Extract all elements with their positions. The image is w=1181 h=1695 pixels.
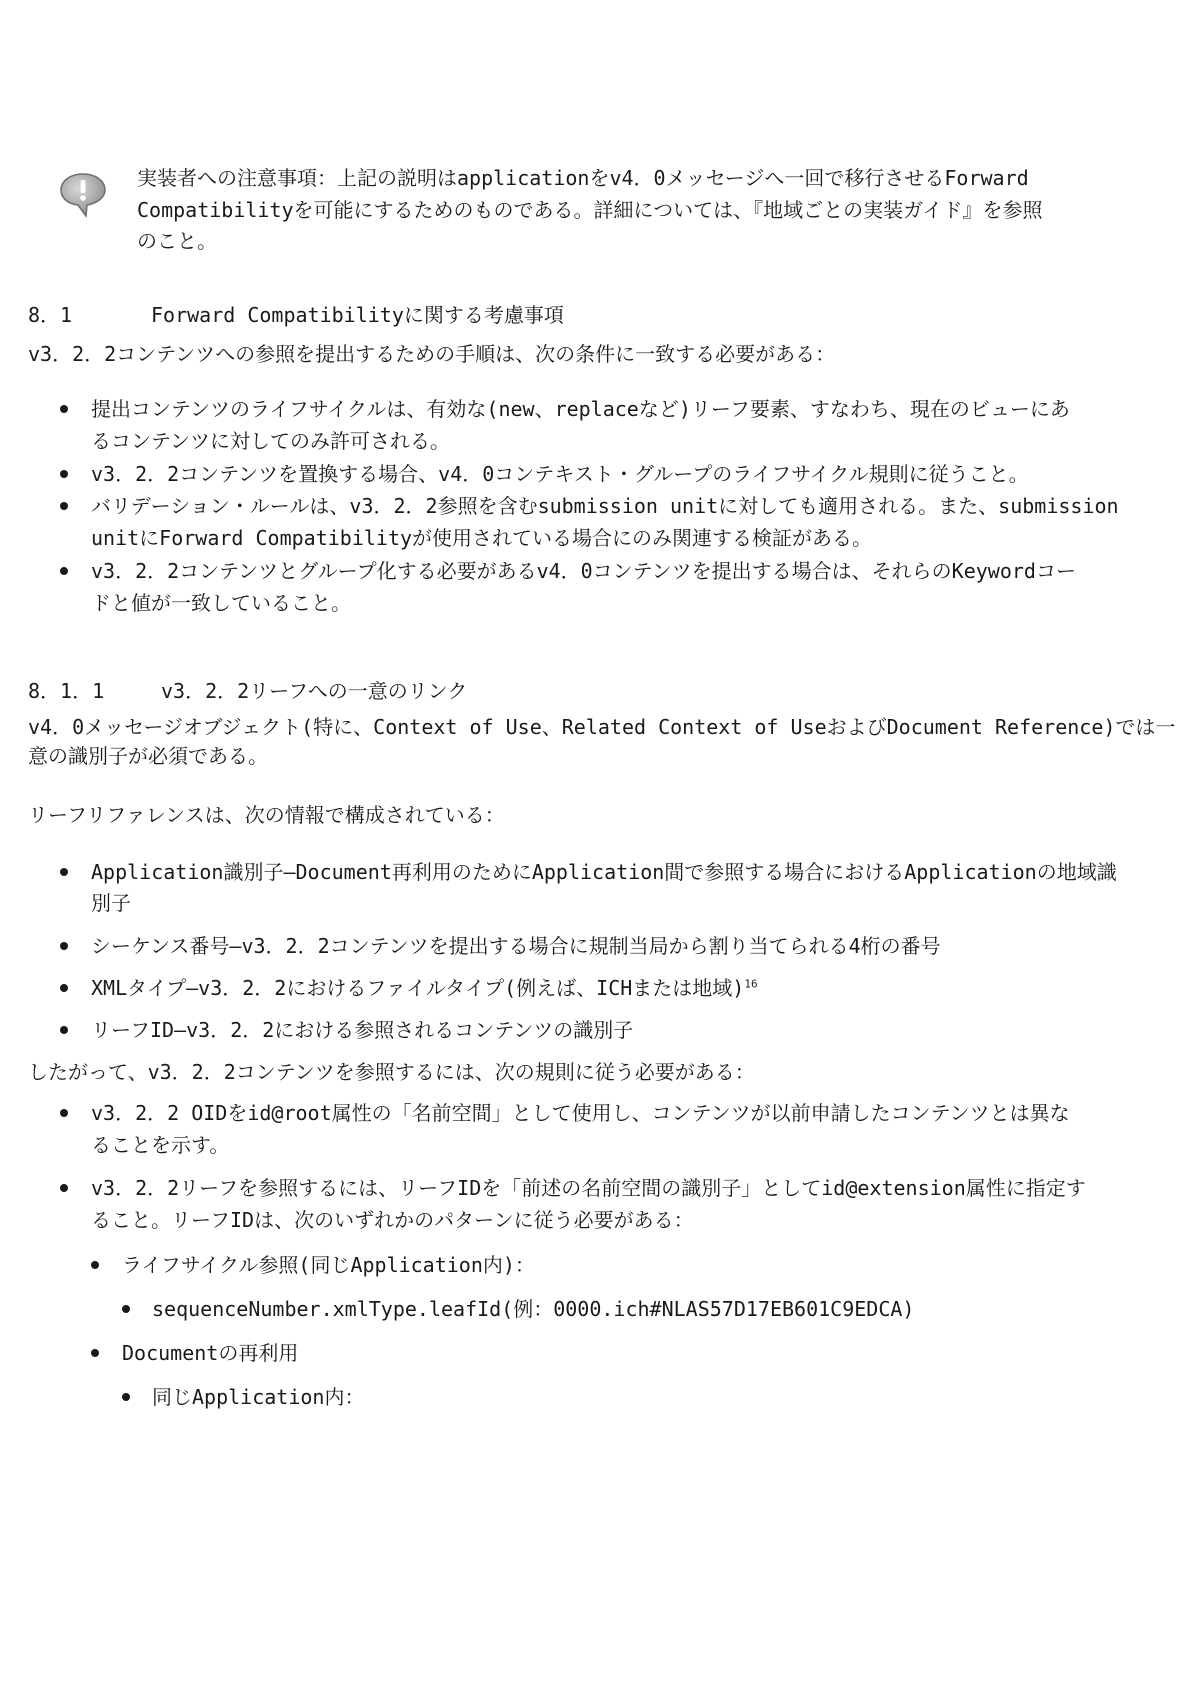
list-item-continuation: るコンテンツに対してのみ許可される。 [91, 429, 450, 453]
paragraph-line: v4．0メッセージオブジェクト(特に、Context of Use、Related Context of UseおよびDocument Reference)では一 [28, 715, 1176, 739]
list-item-text: XMLタイプ―v3．2．2におけるファイルタイプ(例えば、ICHまたは地域) [91, 976, 745, 1000]
bullet-dot [122, 1393, 130, 1401]
paragraph: したがって、v3．2．2コンテンツを参照するには、次の規則に従う必要がある： [28, 1060, 755, 1084]
bullet-dot [60, 567, 68, 575]
list-item [91, 971, 758, 1005]
list-item-nested: ライフサイクル参照(同じApplication内)： [122, 1253, 535, 1277]
list-item: Application識別子―Document再利用のためにApplication間で参照する場合におけるApplicationの地域識 [91, 860, 1117, 884]
bullet-dot [91, 1349, 99, 1357]
bullet-dot [60, 942, 68, 950]
bullet-dot [60, 502, 68, 510]
list-item-continuation: ることを示す。 [91, 1133, 230, 1157]
note-line: 実装者への注意事項：上記の説明はapplicationをv4．0メッセージへ一回で移行させるForward [137, 166, 1029, 190]
footnote-reference: 16 [744, 977, 758, 991]
list-item-nested-2: 同じApplication内： [152, 1385, 365, 1409]
list-item: バリデーション・ルールは、v3．2．2参照を含むsubmission unitに対しても適用される。また、submission [91, 494, 1119, 518]
bullet-dot [91, 1261, 99, 1269]
speech-bubble-exclamation-icon [58, 172, 108, 218]
bullet-dot [60, 984, 68, 992]
list-item: v3．2．2コンテンツとグループ化する必要があるv4．0コンテンツを提出する場合は、それらのKeywordコー [91, 559, 1076, 583]
list-item: v3．2．2リーフを参照するには、リーフIDを「前述の名前空間の識別子」としてid@extension属性に指定す [91, 1176, 1086, 1200]
list-item-nested-2: sequenceNumber.xmlType.leafId(例：0000.ich#NLAS57D17EB601C9EDCA) [152, 1297, 915, 1321]
list-item: v3．2．2コンテンツを置換する場合、v4．0コンテキスト・グループのライフサイクル規則に従うこと。 [91, 462, 1029, 486]
subsection-title: v3．2．2リーフへの一意のリンク [161, 679, 468, 703]
bullet-dot [60, 1184, 68, 1192]
section-number: 8．1 [28, 303, 73, 327]
list-item-continuation: 別子 [91, 891, 131, 915]
note-line: のこと。 [137, 229, 217, 253]
paragraph-line: 意の識別子が必須である。 [28, 744, 268, 768]
bullet-dot [60, 1109, 68, 1117]
paragraph: リーフリファレンスは、次の情報で構成されている： [28, 803, 505, 827]
list-item: 提出コンテンツのライフサイクルは、有効な(new、replaceなど)リーフ要素、すなわち、現在のビューにあ [91, 397, 1070, 421]
bullet-dot [122, 1305, 130, 1313]
section-intro: v3．2．2コンテンツへの参照を提出するための手順は、次の条件に一致する必要がある： [28, 342, 836, 366]
bullet-dot [60, 470, 68, 478]
section-title: Forward Compatibilityに関する考慮事項 [151, 303, 564, 327]
list-item-nested: Documentの再利用 [122, 1341, 299, 1365]
bullet-dot [60, 868, 68, 876]
list-item-continuation: ドと値が一致していること。 [91, 591, 351, 615]
list-item-continuation: unitにForward Compatibilityが使用されている場合にのみ関連する検証がある。 [91, 526, 873, 550]
subsection-number: 8．1．1 [28, 679, 105, 703]
list-item: シーケンス番号―v3．2．2コンテンツを提出する場合に規制当局から割り当てられる4桁の番号 [91, 934, 941, 958]
bullet-dot [60, 1026, 68, 1034]
note-line: Compatibilityを可能にするためのものである。詳細については、『地域ごとの実装ガイド』を参照 [137, 198, 1043, 222]
list-item: リーフID―v3．2．2における参照されるコンテンツの識別子 [91, 1018, 634, 1042]
bullet-dot [60, 405, 68, 413]
list-item: v3．2．2 OIDをid@root属性の「名前空間」として使用し、コンテンツが以前申請したコンテンツとは異な [91, 1101, 1070, 1125]
list-item-continuation: ること。リーフIDは、次のいずれかのパターンに従う必要がある： [91, 1208, 694, 1232]
